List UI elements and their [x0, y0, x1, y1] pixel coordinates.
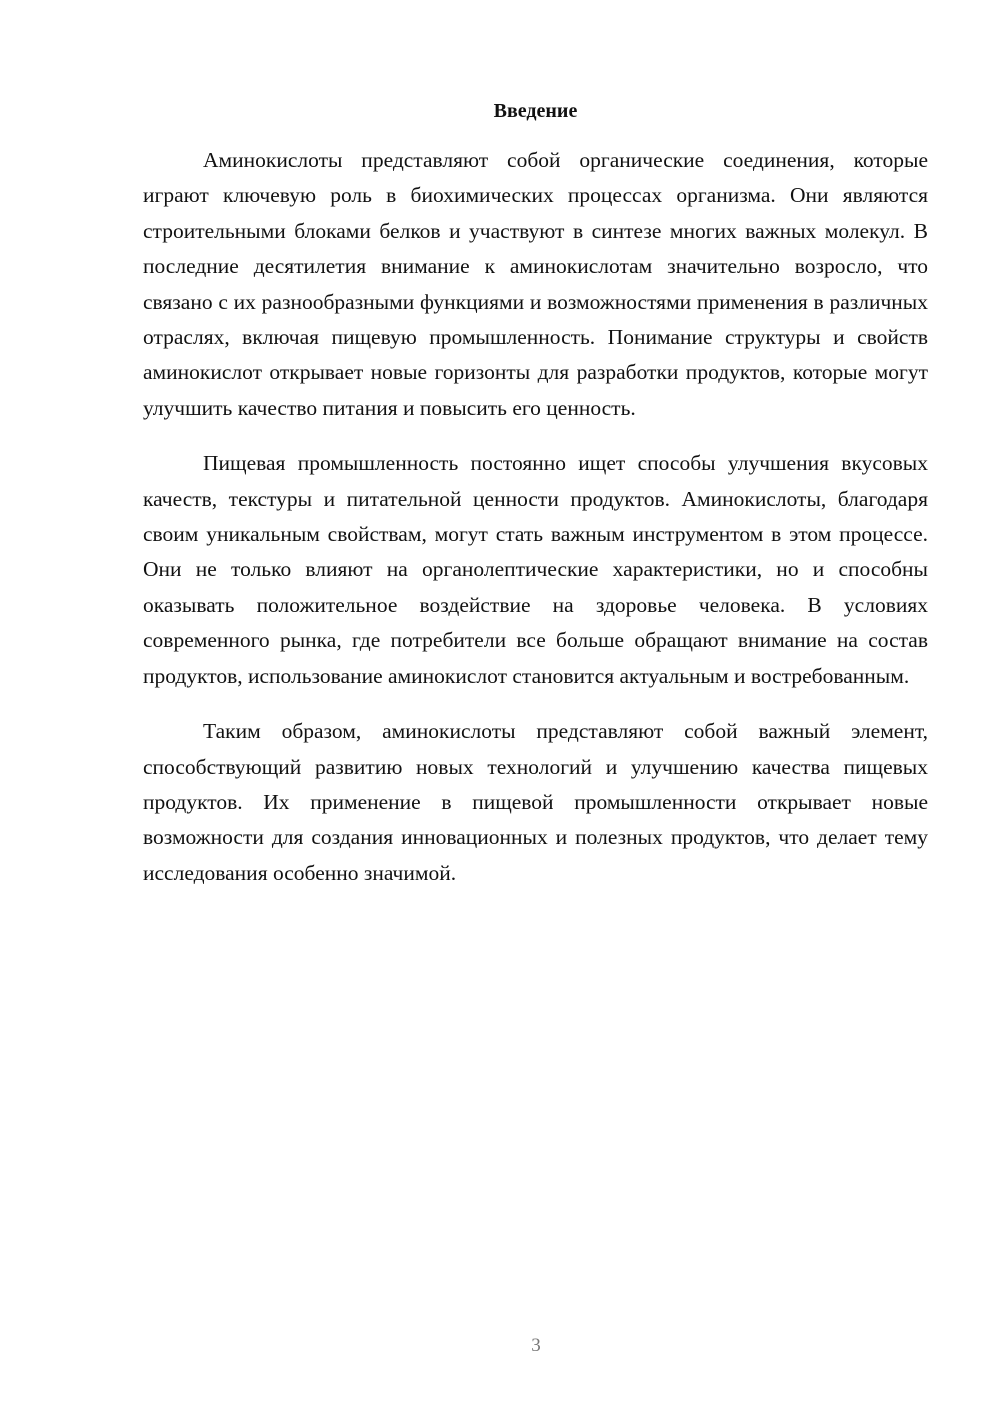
page-number: 3 [531, 1335, 541, 1356]
paragraph-2: Пищевая промышленность постоянно ищет способы улучшения вкусовых качеств, текстуры и питательной ценности продуктов. Аминокислоты, благодаря своим уникальным свойствам, могут стать важным инструментом в этом процессе. Они не только влияют на органолептические характеристики, но и способны оказывать положительное воздействие на здоровье человека. В условиях современного рынка, где потребители все больше обращают внимание на состав продуктов, использование аминокислот становится актуальным и востребованным. [143, 451, 928, 688]
paragraph-1: Аминокислоты представляют собой органические соединения, которые играют ключевую роль в биохимических процессах организма. Они являются строительными блоками белков и участвуют в синтезе многих важных молекул. В последние десятилетия внимание к аминокислотам значительно возросло, что связано с их разнообразными функциями и возможностями применения в различных отраслях, включая пищевую промышленность. Понимание структуры и свойств аминокислот открывает новые горизонты для разработки продуктов, которые могут улучшить качество питания и повысить его ценность. [143, 148, 928, 420]
page-title: Введение [493, 100, 578, 122]
body-text [143, 143, 928, 911]
paragraph-3: Таким образом, аминокислоты представляют собой важный элемент, способствующий развитию новых технологий и улучшению качества пищевых продуктов. Их применение в пищевой промышленности открывает новые возможности для создания инновационных и полезных продуктов, что делает тему исследования особенно значимой. [143, 719, 928, 885]
